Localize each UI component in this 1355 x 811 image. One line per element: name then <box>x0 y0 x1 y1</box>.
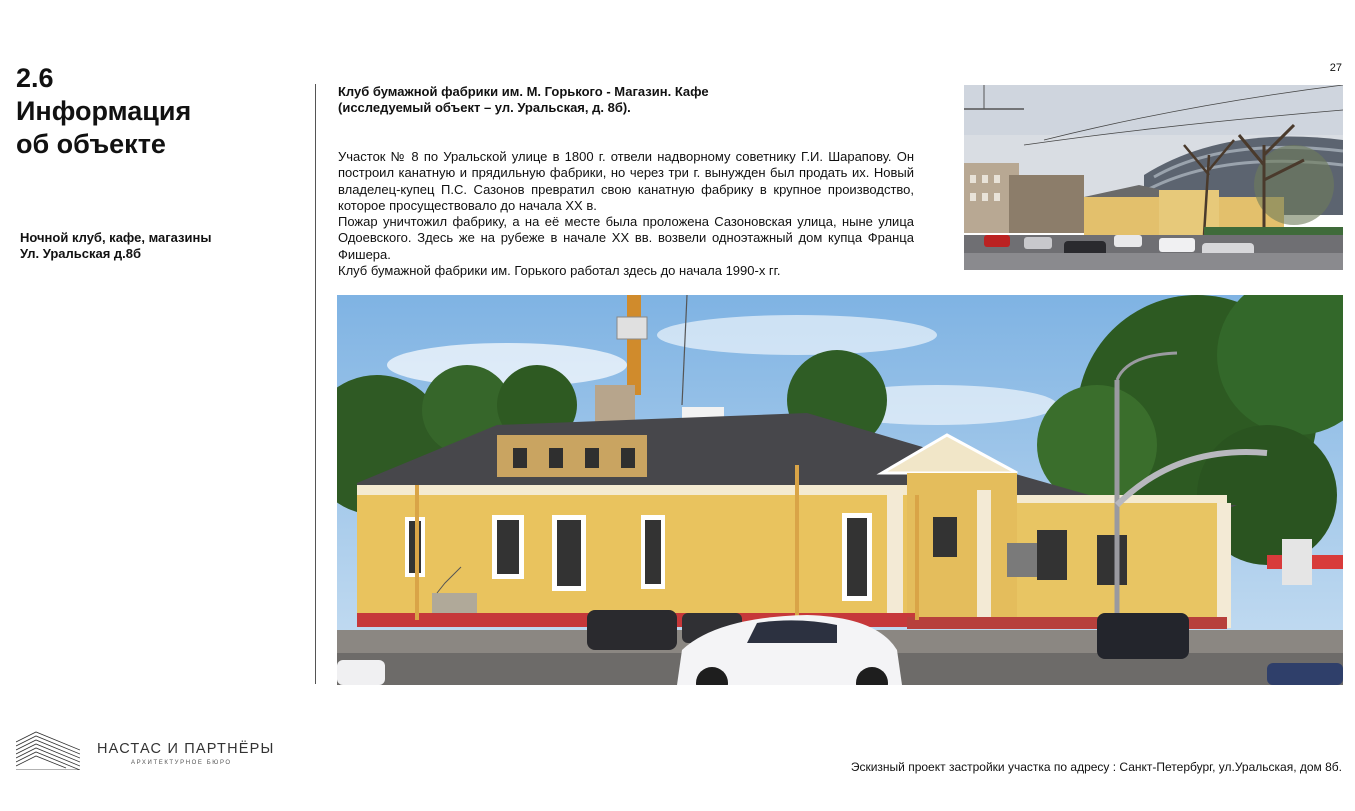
vertical-divider <box>315 84 316 684</box>
section-title-line2: об объекте <box>16 129 166 159</box>
history-paragraph: Пожар уничтожил фабрику, а на её месте была проложена Сазоновская улица, ныне улица Одоевского. Здесь же на рубеже в начале XX вв. возвели одноэтажный дом купца Франца Фишера. <box>338 214 914 262</box>
object-address: Ул. Уральская д.8б <box>20 246 142 261</box>
section-title <box>16 62 276 161</box>
project-footer: Эскизный проект застройки участка по адресу : Санкт-Петербург, ул.Уральская, дом 8б. <box>850 760 1342 774</box>
building-photo <box>337 295 1343 685</box>
object-heading <box>338 84 938 116</box>
object-heading-line1: Клуб бумажной фабрики им. М. Горького - Магазин. Кафе <box>338 84 709 99</box>
company-subtitle: АРХИТЕКТУРНОЕ БЮРО <box>131 760 232 766</box>
section-number: 2.6 <box>16 63 54 93</box>
history-paragraph: Участок № 8 по Уральской улице в 1800 г. отвели надворному советнику Г.И. Шарапову. Он построил канатную и прядильную фабрики, но через три г. вынужден был продать их. Новый владелец-купец П.С. Сазонов превратил свою канатную фабрику в крупное производство, которое просуществовало до начала XX в. <box>338 149 914 213</box>
object-summary <box>20 230 211 262</box>
object-function: Ночной клуб, кафе, магазины <box>20 230 212 245</box>
section-title-line1: Информация <box>16 96 192 126</box>
page-number: 27 <box>1329 62 1342 74</box>
company-name: НАСТАС И ПАРТНЁРЫ <box>97 741 275 757</box>
object-history-text <box>338 149 914 279</box>
object-heading-line2: (исследуемый объект – ул. Уральская, д. 8б). <box>338 100 631 115</box>
street-view-photo <box>964 85 1343 270</box>
company-logo-mark <box>16 728 80 775</box>
history-paragraph: Клуб бумажной фабрики им. Горького работал здесь до начала 1990-х гг. <box>338 263 781 279</box>
